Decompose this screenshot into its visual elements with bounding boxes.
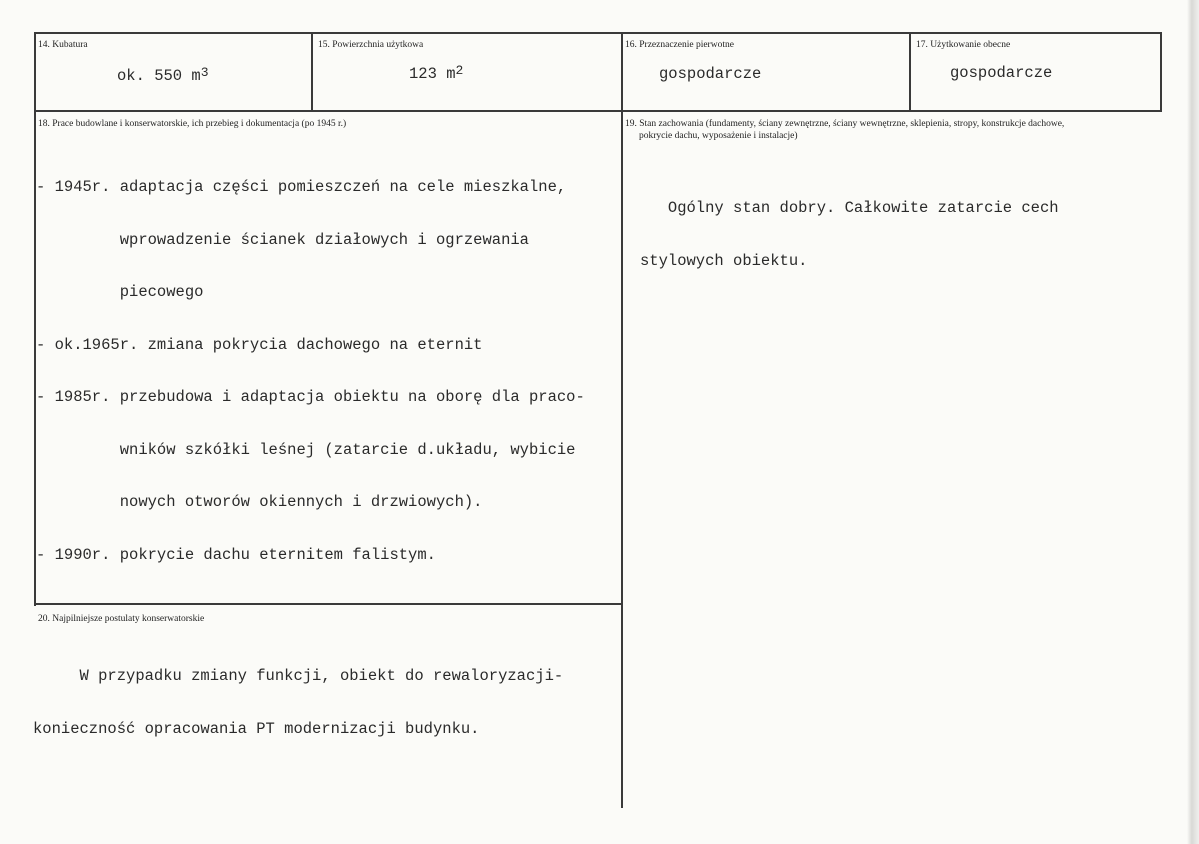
field-14-value-text: ok. 550 m xyxy=(117,67,201,85)
field-19-label-line1: 19. Stan zachowania (fundamenty, ściany zewnętrzne, ściany wewnętrzne, sklepienia, stropy, konstrukcje dachowe, xyxy=(625,119,1065,129)
divider-14-15 xyxy=(311,32,313,112)
field-15-label: 15. Powierzchnia użytkowa xyxy=(318,40,424,50)
field20-top-rule xyxy=(34,603,622,605)
top-rule xyxy=(34,32,1162,34)
field-15-unit-exponent: 2 xyxy=(455,63,464,78)
field-20-line: konieczność opracowania PT modernizacji budynku. xyxy=(33,719,480,738)
field-17-value: gospodarcze xyxy=(950,64,1053,82)
field-14-value xyxy=(117,65,209,86)
field-18-line: - 1945r. adaptacja części pomieszczeń na cele mieszkalne, xyxy=(36,178,567,196)
field-15-value xyxy=(409,63,464,84)
field-19-line: Ogólny stan dobry. Całkowite zatarcie cech xyxy=(640,199,1059,217)
field-20-text xyxy=(33,633,563,773)
field-20-line: W przypadku zmiany funkcji, obiekt do rewaloryzacji- xyxy=(33,667,564,685)
field-17-label: 17. Użytkowanie obecne xyxy=(916,40,1011,50)
field-18-line: - 1985r. przebudowa i adaptacja obiektu na oborę dla praco- xyxy=(36,388,585,406)
right-rule xyxy=(1160,32,1162,112)
field-19-label xyxy=(625,119,1064,142)
field-18-line: - 1990r. pokrycie dachu eternitem falistym. xyxy=(36,545,436,564)
field-19-label-line2: pokrycie dachu, wyposażenie i instalacje) xyxy=(639,130,798,141)
divider-16-17 xyxy=(909,32,911,112)
field-18-text xyxy=(36,144,585,599)
field-18-line: - ok.1965r. zmiana pokrycia dachowego na eternit xyxy=(36,335,483,354)
field-14-unit-exponent: 3 xyxy=(200,65,209,80)
field-18-line: wprowadzenie ścianek działowych i ogrzewania xyxy=(36,230,529,249)
field-18-line: nowych otworów okiennych i drzwiowych). xyxy=(36,493,483,511)
row1-bottom-rule xyxy=(34,110,1162,112)
field-19-line: stylowych obiektu. xyxy=(640,251,808,270)
field-19-text xyxy=(640,165,1059,305)
field-18-line: piecowego xyxy=(36,283,204,301)
field-14-label: 14. Kubatura xyxy=(38,40,88,50)
center-divider xyxy=(621,32,623,808)
scan-edge-shadow xyxy=(1187,0,1199,844)
field-20-label: 20. Najpilniejsze postulaty konserwatorskie xyxy=(38,614,205,624)
field-15-value-text: 123 m xyxy=(409,65,456,83)
field-18-label: 18. Prace budowlane i konserwatorskie, ich przebieg i dokumentacja (po 1945 r.) xyxy=(38,119,347,129)
field-16-label: 16. Przeznaczenie pierwotne xyxy=(625,40,734,50)
field-16-value: gospodarcze xyxy=(659,65,762,83)
field-18-line: wników szkółki leśnej (zatarcie d.układu, wybicie xyxy=(36,440,576,459)
